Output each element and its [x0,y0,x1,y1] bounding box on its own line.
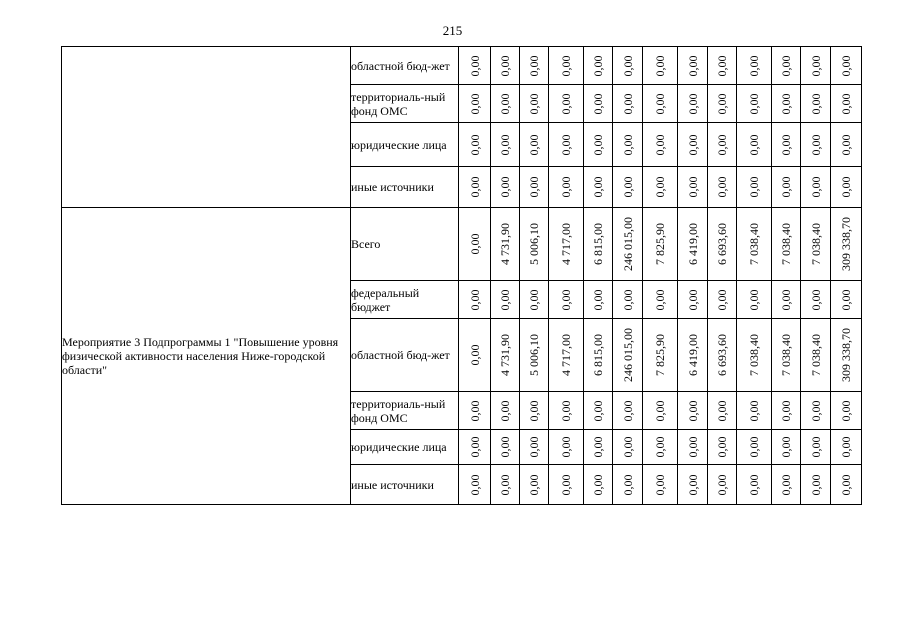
amount-cell [549,319,584,392]
amount-value: 0,00 [808,436,823,458]
amount-cell [459,123,491,167]
amount-cell [831,319,862,392]
amount-value: 0,00 [559,400,573,421]
amount-cell [678,430,708,465]
amount-value: 0,00 [685,436,700,458]
amount-cell [584,167,613,208]
amount-value: 0,00 [747,436,761,458]
amount-value: 0,00 [747,474,761,495]
measure-name-cell: Мероприятие 3 Подпрограммы 1 "Повышение уровня физической активности населения Ниже-городской области" [62,208,351,505]
amount-value: 0,00 [715,176,729,198]
amount-cell [772,392,801,430]
amount-cell [772,281,801,319]
amount-cell [549,465,584,505]
funding-source-cell: Всего [351,208,459,281]
amount-value: 0,00 [653,93,667,114]
amount-cell [772,208,801,281]
amount-cell [801,281,831,319]
amount-value: 0,00 [839,400,853,421]
funding-source-cell: юридические лица [351,123,459,167]
amount-cell [708,430,737,465]
amount-value: 0,00 [591,55,605,76]
amount-value: 0,00 [498,134,512,155]
amount-cell [708,392,737,430]
amount-cell [584,47,613,85]
amount-cell [491,392,520,430]
amount-cell [584,123,613,167]
amount-cell [801,47,831,85]
amount-cell [737,167,772,208]
amount-value: 0,00 [467,344,482,366]
amount-value: 0,00 [559,55,573,76]
amount-value: 0,00 [839,436,853,458]
amount-value: 0,00 [467,93,482,114]
amount-value: 6 419,00 [685,223,700,265]
measure-name-cell [62,47,351,208]
amount-value: 0,00 [467,233,482,255]
amount-value: 246 015,00 [620,328,635,382]
amount-value: 0,00 [498,436,512,458]
amount-value: 0,00 [715,474,729,495]
amount-value: 0,00 [620,176,635,198]
amount-cell [831,167,862,208]
amount-value: 0,00 [685,93,700,114]
amount-value: 0,00 [498,400,512,421]
amount-cell [459,208,491,281]
amount-cell [613,167,643,208]
amount-cell [737,47,772,85]
amount-value: 0,00 [591,436,605,458]
amount-value: 0,00 [559,176,573,198]
amount-cell [772,430,801,465]
amount-cell [708,281,737,319]
amount-value: 0,00 [839,289,853,310]
amount-cell [520,392,549,430]
amount-cell [678,465,708,505]
amount-cell [584,392,613,430]
amount-value: 0,00 [653,176,667,198]
amount-cell [584,281,613,319]
amount-value: 0,00 [527,436,541,458]
amount-cell [643,465,678,505]
amount-cell [678,319,708,392]
funding-source-cell: областной бюд-жет [351,47,459,85]
amount-cell [831,430,862,465]
amount-value: 0,00 [467,436,482,458]
amount-cell [491,85,520,123]
amount-cell [643,319,678,392]
amount-value: 0,00 [653,474,667,495]
amount-cell [801,208,831,281]
amount-cell [520,465,549,505]
amount-value: 0,00 [559,93,573,114]
amount-cell [801,167,831,208]
amount-value: 0,00 [808,93,823,114]
amount-value: 5 006,10 [527,223,541,265]
amount-cell [643,281,678,319]
funding-source-cell: областной бюд-жет [351,319,459,392]
amount-value: 0,00 [527,176,541,198]
amount-cell [613,319,643,392]
amount-cell [772,465,801,505]
amount-cell [491,430,520,465]
amount-cell [801,123,831,167]
table-row [62,47,862,85]
amount-cell [708,167,737,208]
amount-value: 0,00 [620,289,635,310]
amount-cell [772,167,801,208]
amount-cell [801,430,831,465]
amount-cell [708,47,737,85]
amount-value: 0,00 [747,400,761,421]
amount-value: 0,00 [591,176,605,198]
amount-value: 0,00 [779,289,793,310]
amount-value: 0,00 [747,55,761,76]
amount-value: 0,00 [715,436,729,458]
amount-cell [678,281,708,319]
amount-value: 7 038,40 [747,334,761,376]
amount-value: 0,00 [715,93,729,114]
amount-cell [459,392,491,430]
amount-value: 7 038,40 [747,223,761,265]
amount-cell [613,281,643,319]
amount-value: 0,00 [779,134,793,155]
amount-value: 6 419,00 [685,334,700,376]
amount-value: 0,00 [839,474,853,495]
amount-cell [831,47,862,85]
amount-cell [772,47,801,85]
amount-cell [678,208,708,281]
amount-value: 309 338,70 [839,328,853,382]
amount-value: 0,00 [747,176,761,198]
amount-value: 0,00 [620,93,635,114]
amount-value: 0,00 [527,134,541,155]
amount-cell [801,465,831,505]
amount-value: 0,00 [467,400,482,421]
amount-cell [801,319,831,392]
amount-value: 0,00 [467,176,482,198]
amount-cell [613,208,643,281]
amount-value: 0,00 [527,474,541,495]
amount-cell [678,85,708,123]
amount-value: 0,00 [527,289,541,310]
amount-value: 0,00 [620,55,635,76]
amount-cell [737,85,772,123]
amount-value: 7 825,90 [653,223,667,265]
amount-value: 0,00 [779,176,793,198]
amount-value: 0,00 [808,474,823,495]
amount-cell [831,281,862,319]
budget-table [61,46,862,505]
amount-value: 0,00 [747,289,761,310]
amount-cell [737,319,772,392]
amount-cell [520,167,549,208]
amount-cell [491,281,520,319]
funding-source-cell: территориаль-ный фонд ОМС [351,85,459,123]
amount-value: 0,00 [839,134,853,155]
amount-value: 0,00 [653,436,667,458]
amount-cell [737,392,772,430]
amount-value: 0,00 [779,400,793,421]
amount-value: 0,00 [808,289,823,310]
amount-value: 0,00 [685,134,700,155]
amount-cell [459,281,491,319]
amount-value: 6 693,60 [715,334,729,376]
amount-value: 246 015,00 [620,217,635,271]
amount-cell [491,123,520,167]
amount-value: 0,00 [779,436,793,458]
amount-value: 0,00 [591,134,605,155]
amount-cell [772,123,801,167]
amount-cell [643,123,678,167]
amount-cell [549,85,584,123]
amount-value: 0,00 [653,400,667,421]
amount-cell [520,123,549,167]
amount-value: 0,00 [591,289,605,310]
amount-cell [643,430,678,465]
amount-cell [520,47,549,85]
amount-cell [613,123,643,167]
amount-cell [801,85,831,123]
amount-cell [584,430,613,465]
amount-cell [831,392,862,430]
amount-cell [459,430,491,465]
amount-cell [831,208,862,281]
amount-cell [613,430,643,465]
table-row [62,208,862,281]
amount-value: 0,00 [591,93,605,114]
amount-cell [549,430,584,465]
amount-value: 0,00 [620,474,635,495]
amount-cell [678,167,708,208]
amount-cell [643,47,678,85]
amount-cell [584,208,613,281]
amount-cell [643,392,678,430]
amount-cell [584,319,613,392]
amount-value: 0,00 [839,176,853,198]
amount-value: 6 815,00 [591,334,605,376]
amount-cell [737,430,772,465]
amount-value: 0,00 [591,474,605,495]
amount-value: 0,00 [653,55,667,76]
amount-value: 0,00 [467,474,482,495]
amount-cell [643,167,678,208]
amount-cell [459,47,491,85]
amount-value: 0,00 [498,474,512,495]
amount-value: 0,00 [467,289,482,310]
amount-value: 4 717,00 [559,223,573,265]
amount-cell [613,47,643,85]
amount-value: 0,00 [839,93,853,114]
amount-value: 0,00 [808,400,823,421]
amount-cell [708,123,737,167]
funding-source-cell: территориаль-ный фонд ОМС [351,392,459,430]
amount-value: 0,00 [685,176,700,198]
funding-source-cell: иные источники [351,167,459,208]
amount-value: 0,00 [685,55,700,76]
amount-value: 4 731,90 [498,223,512,265]
amount-cell [801,392,831,430]
amount-cell [613,85,643,123]
amount-value: 0,00 [620,436,635,458]
amount-cell [520,319,549,392]
funding-source-cell: юридические лица [351,430,459,465]
amount-value: 7 825,90 [653,334,667,376]
amount-cell [737,465,772,505]
amount-cell [491,208,520,281]
amount-value: 0,00 [527,55,541,76]
amount-value: 0,00 [467,55,482,76]
amount-cell [678,392,708,430]
amount-value: 0,00 [559,289,573,310]
funding-source-cell: федеральный бюджет [351,281,459,319]
amount-value: 0,00 [467,134,482,155]
amount-cell [520,430,549,465]
amount-cell [459,85,491,123]
amount-value: 4 731,90 [498,334,512,376]
amount-cell [772,85,801,123]
amount-cell [737,281,772,319]
amount-value: 0,00 [685,289,700,310]
amount-value: 0,00 [839,55,853,76]
amount-cell [737,123,772,167]
amount-value: 0,00 [498,93,512,114]
amount-cell [708,319,737,392]
amount-cell [549,167,584,208]
amount-cell [549,281,584,319]
amount-value: 0,00 [779,55,793,76]
amount-cell [491,319,520,392]
amount-value: 0,00 [715,134,729,155]
amount-value: 0,00 [808,134,823,155]
amount-cell [678,47,708,85]
amount-value: 0,00 [620,400,635,421]
amount-value: 0,00 [808,176,823,198]
amount-cell [613,392,643,430]
amount-cell [613,465,643,505]
amount-cell [584,85,613,123]
amount-value: 0,00 [685,474,700,495]
amount-cell [708,465,737,505]
amount-cell [831,123,862,167]
amount-value: 4 717,00 [559,334,573,376]
amount-cell [549,392,584,430]
amount-value: 0,00 [620,134,635,155]
amount-cell [643,85,678,123]
amount-value: 0,00 [498,176,512,198]
amount-cell [708,208,737,281]
amount-cell [520,281,549,319]
amount-cell [459,319,491,392]
amount-cell [549,123,584,167]
amount-value: 5 006,10 [527,334,541,376]
amount-cell [549,47,584,85]
amount-cell [520,85,549,123]
amount-value: 0,00 [498,55,512,76]
amount-value: 7 038,40 [779,223,793,265]
amount-value: 0,00 [715,400,729,421]
page-number: 215 [442,23,463,38]
amount-cell [584,465,613,505]
amount-value: 7 038,40 [808,223,823,265]
amount-value: 0,00 [559,134,573,155]
amount-value: 7 038,40 [779,334,793,376]
amount-value: 0,00 [527,93,541,114]
amount-value: 0,00 [653,289,667,310]
amount-cell [831,465,862,505]
amount-cell [491,167,520,208]
amount-value: 309 338,70 [839,217,853,271]
amount-cell [708,85,737,123]
amount-value: 0,00 [498,289,512,310]
amount-value: 0,00 [591,400,605,421]
amount-value: 0,00 [685,400,700,421]
amount-value: 6 815,00 [591,223,605,265]
amount-cell [491,47,520,85]
amount-cell [520,208,549,281]
amount-value: 6 693,60 [715,223,729,265]
amount-value: 0,00 [527,400,541,421]
amount-value: 7 038,40 [808,334,823,376]
amount-value: 0,00 [747,134,761,155]
amount-value: 0,00 [808,55,823,76]
amount-cell [678,123,708,167]
amount-cell [831,85,862,123]
amount-cell [459,465,491,505]
amount-value: 0,00 [559,436,573,458]
amount-value: 0,00 [779,474,793,495]
amount-value: 0,00 [715,55,729,76]
amount-value: 0,00 [747,93,761,114]
amount-cell [549,208,584,281]
amount-value: 0,00 [715,289,729,310]
amount-value: 0,00 [779,93,793,114]
amount-cell [643,208,678,281]
amount-value: 0,00 [653,134,667,155]
amount-cell [772,319,801,392]
amount-value: 0,00 [559,474,573,495]
amount-cell [459,167,491,208]
amount-cell [491,465,520,505]
funding-source-cell: иные источники [351,465,459,505]
amount-cell [737,208,772,281]
